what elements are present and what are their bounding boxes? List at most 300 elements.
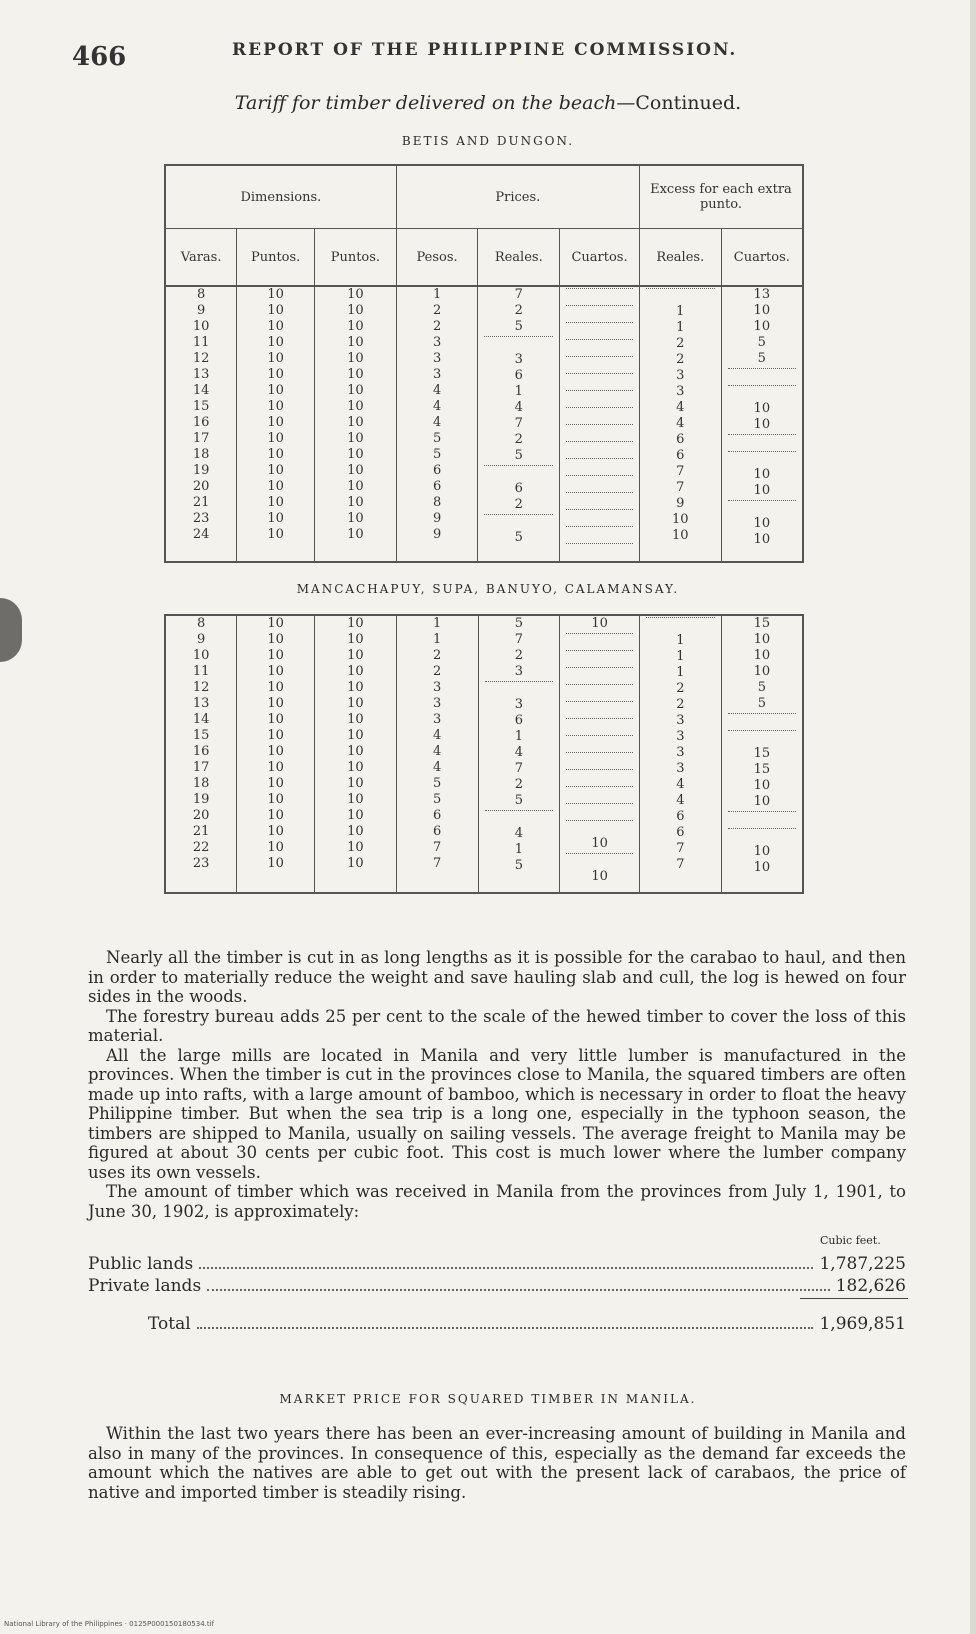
table-cell: 10 xyxy=(267,511,284,526)
table-cell: 2 xyxy=(514,303,523,318)
table-cell: 12 xyxy=(192,680,210,695)
table-cell: 7 xyxy=(433,840,442,855)
table-cell: 1 xyxy=(433,632,442,647)
table-cell: 7 xyxy=(514,632,523,647)
table-cell: 19 xyxy=(192,792,210,807)
table-cell: 10 xyxy=(267,744,284,759)
ledger-value: 1,787,225 xyxy=(819,1254,906,1274)
caption-italic: Tariff for timber delivered on the beach xyxy=(234,92,617,114)
table-cell: 5 xyxy=(514,858,523,873)
table-cell: 8 xyxy=(197,616,206,631)
table-cell: 10 xyxy=(753,483,771,498)
table-cell xyxy=(484,514,553,530)
running-head: REPORT OF THE PHILIPPINE COMMISSION. xyxy=(232,40,738,60)
table-cell: 10 xyxy=(347,527,364,542)
table-cell: 10 xyxy=(347,319,364,334)
table-cell: 10 xyxy=(753,632,771,647)
table-cell xyxy=(566,735,633,751)
table-cell xyxy=(566,650,633,666)
header-prices: Prices. xyxy=(396,165,639,229)
table-cell: 18 xyxy=(192,776,210,791)
table-cell xyxy=(646,617,715,633)
table-cell: 5 xyxy=(433,792,442,807)
table-cell: 10 xyxy=(753,778,771,793)
table-cell: 4 xyxy=(514,826,523,841)
table-cell: 1 xyxy=(676,304,685,319)
table-cell: 10 xyxy=(267,648,284,663)
table-cell: 10 xyxy=(347,463,364,478)
table-cell: 23 xyxy=(192,856,210,871)
table-cell: 10 xyxy=(267,367,284,382)
tariff-table-mancachapuy xyxy=(164,614,804,894)
ledger-label: Public lands xyxy=(88,1254,194,1274)
table-cell: 10 xyxy=(753,648,771,663)
table-cell xyxy=(566,667,633,683)
table-cell: 10 xyxy=(192,319,210,334)
table-cell xyxy=(646,288,715,304)
table-cell: 10 xyxy=(267,351,284,366)
table-cell xyxy=(566,356,633,372)
table-cell: 10 xyxy=(267,495,284,510)
column-puntos xyxy=(237,286,315,562)
table-cell: 6 xyxy=(676,432,685,447)
column-reales xyxy=(478,615,560,893)
table-cell: 1 xyxy=(514,729,523,744)
table-cell: 2 xyxy=(433,664,442,679)
table-cell: 10 xyxy=(347,744,364,759)
column-cuartos xyxy=(560,286,640,562)
ledger-row-private xyxy=(88,1276,906,1298)
table-cell: 10 xyxy=(267,696,284,711)
table-cell xyxy=(566,407,633,423)
table-cell xyxy=(566,853,633,869)
table-cell: 15 xyxy=(753,616,771,631)
table-cell: 10 xyxy=(267,431,284,446)
table-cell: 4 xyxy=(432,399,442,414)
table-cell: 12 xyxy=(192,351,210,366)
column-varas xyxy=(165,615,237,893)
table-cell: 22 xyxy=(192,840,210,855)
table-cell: 4 xyxy=(676,777,685,792)
ledger-row-total xyxy=(148,1314,906,1336)
table-cell: 20 xyxy=(192,479,210,494)
table-cell: 10 xyxy=(672,512,689,527)
table-cell: 15 xyxy=(192,399,210,414)
table-cell xyxy=(566,684,633,700)
table-cell xyxy=(485,681,554,697)
table-cell xyxy=(566,752,633,768)
table-cell: 10 xyxy=(347,632,364,647)
table-cell: 7 xyxy=(676,464,685,479)
table-cell: 10 xyxy=(347,840,364,855)
table-cell: 10 xyxy=(267,415,284,430)
table-cell: 3 xyxy=(432,367,442,382)
table-cell: 9 xyxy=(676,496,685,511)
table-cell: 2 xyxy=(432,319,442,334)
table-cell: 2 xyxy=(514,777,523,792)
table-cell: 10 xyxy=(753,303,771,318)
column-excess-reales xyxy=(639,286,721,562)
table-cell xyxy=(566,288,633,304)
table-cell: 10 xyxy=(672,528,689,543)
table-cell: 10 xyxy=(267,808,284,823)
table-cell: 2 xyxy=(514,497,523,512)
table-cell: 3 xyxy=(676,368,685,383)
table-cell: 3 xyxy=(676,761,685,776)
table-cell: 6 xyxy=(676,448,685,463)
table-cell: 1 xyxy=(514,842,523,857)
table-cell: 1 xyxy=(676,649,685,664)
ledger-row-public xyxy=(88,1254,906,1276)
table-cell: 3 xyxy=(433,680,442,695)
table-cell: 4 xyxy=(432,415,442,430)
table-cell: 10 xyxy=(591,836,608,851)
table-cell: 7 xyxy=(676,480,685,495)
table-cell: 5 xyxy=(757,351,766,366)
table-cell: 10 xyxy=(753,532,771,547)
table-cell: 7 xyxy=(433,856,442,871)
table-cell xyxy=(566,322,633,338)
header-varas: Varas. xyxy=(165,229,237,287)
table-cell: 16 xyxy=(192,415,210,430)
table-cell xyxy=(566,803,633,819)
header-puntos: Puntos. xyxy=(315,229,397,287)
table-cell: 15 xyxy=(192,728,210,743)
table-cell xyxy=(728,451,796,467)
table-cell: 5 xyxy=(432,431,442,446)
table-cell: 1 xyxy=(433,616,442,631)
table-cell: 5 xyxy=(757,680,766,695)
table-cell: 10 xyxy=(347,664,364,679)
table-cell: 10 xyxy=(267,856,284,871)
table-cell: 10 xyxy=(347,399,364,414)
table-cell: 10 xyxy=(753,401,771,416)
table-cell: 16 xyxy=(192,744,210,759)
table-cell: 21 xyxy=(192,495,210,510)
table-cell: 10 xyxy=(753,844,771,859)
table-cell: 17 xyxy=(192,760,210,775)
table-cell: 5 xyxy=(757,696,766,711)
header-puntos: Puntos. xyxy=(237,229,315,287)
timber-ledger xyxy=(88,1254,906,1298)
table-cell: 10 xyxy=(267,712,284,727)
table-cell: 4 xyxy=(514,745,523,760)
table-cell: 10 xyxy=(347,415,364,430)
table-cell xyxy=(728,368,796,384)
table-cell: 5 xyxy=(432,447,442,462)
table-cell: 2 xyxy=(676,681,685,696)
table-cell: 10 xyxy=(753,467,771,482)
table-cell: 17 xyxy=(192,431,210,446)
ledger-label: Total xyxy=(148,1314,191,1334)
table-cell: 9 xyxy=(197,632,206,647)
table-cell: 10 xyxy=(753,860,771,875)
body-text xyxy=(88,948,906,1221)
table-cell: 10 xyxy=(347,335,364,350)
table-cell: 5 xyxy=(514,448,523,463)
table-cell: 10 xyxy=(267,840,284,855)
table-cell xyxy=(728,713,796,729)
table-cell: 21 xyxy=(192,824,210,839)
table-cell xyxy=(566,786,633,802)
table-cell: 10 xyxy=(347,808,364,823)
table-cell: 19 xyxy=(192,463,210,478)
ledger-value: 1,969,851 xyxy=(819,1314,906,1334)
table-cell: 10 xyxy=(267,287,284,302)
leader-dots xyxy=(207,1289,830,1291)
table-cell xyxy=(485,810,554,826)
column-pesos xyxy=(396,286,478,562)
table-cell: 10 xyxy=(267,383,284,398)
table-cell: 10 xyxy=(267,303,284,318)
page-edge xyxy=(970,0,976,1634)
table-cell: 10 xyxy=(347,680,364,695)
table-caption xyxy=(0,92,976,114)
table-cell xyxy=(566,492,633,508)
leader-dots xyxy=(197,1327,814,1329)
table-cell: 1 xyxy=(514,384,523,399)
table-cell: 10 xyxy=(347,287,364,302)
table-cell: 6 xyxy=(676,809,685,824)
caption-rest: —Continued. xyxy=(616,92,742,114)
header-reales: Reales. xyxy=(478,229,560,287)
table-cell: 10 xyxy=(267,319,284,334)
paragraph: Within the last two years there has been an ever-increasing amount of building in Manila and also in many of the provinces. In consequence of this, especially as the demand far exceeds the amount which the natives are able to get out with the present lack of carabaos, the price of native and imported timber is steadily rising. xyxy=(88,1424,906,1502)
ledger-label: Private lands xyxy=(88,1276,202,1296)
table-cell xyxy=(566,458,633,474)
table-cell xyxy=(728,500,796,516)
table-cell xyxy=(566,424,633,440)
column-puntos xyxy=(315,286,397,562)
table-cell: 6 xyxy=(514,713,523,728)
table-cell xyxy=(566,820,633,836)
table-cell: 9 xyxy=(432,527,442,542)
table-cell: 10 xyxy=(347,447,364,462)
paragraph: The amount of timber which was received in Manila from the provinces from July 1, 1901, to June 30, 1902, is approximately: xyxy=(88,1182,906,1221)
table-cell: 6 xyxy=(432,479,442,494)
table-cell: 3 xyxy=(676,384,685,399)
table-cell: 5 xyxy=(514,616,523,631)
table-cell: 10 xyxy=(347,479,364,494)
table-cell: 14 xyxy=(192,712,210,727)
table-cell xyxy=(566,543,633,559)
table-cell: 5 xyxy=(514,793,523,808)
table-cell: 2 xyxy=(676,336,685,351)
table-cell: 10 xyxy=(347,431,364,446)
table-cell: 11 xyxy=(192,335,210,350)
table-cell: 10 xyxy=(753,319,771,334)
table-cell xyxy=(566,633,633,649)
table-cell: 15 xyxy=(753,762,771,777)
column-puntos xyxy=(315,615,397,893)
table-cell: 10 xyxy=(347,303,364,318)
table-cell: 4 xyxy=(433,728,442,743)
table-cell: 10 xyxy=(267,399,284,414)
table-cell: 5 xyxy=(433,776,442,791)
table-cell: 10 xyxy=(753,417,771,432)
column-excess-reales xyxy=(639,615,721,893)
table-cell: 2 xyxy=(514,648,523,663)
column-cuartos xyxy=(560,615,640,893)
paragraph: The forestry bureau adds 25 per cent to the scale of the hewed timber to cover the loss of this material. xyxy=(88,1006,906,1045)
table-cell: 13 xyxy=(753,287,771,302)
table-cell: 2 xyxy=(432,303,442,318)
table-cell: 6 xyxy=(432,463,442,478)
table-cell: 1 xyxy=(676,665,685,680)
table-cell: 10 xyxy=(347,760,364,775)
table-cell: 10 xyxy=(267,616,284,631)
header-pesos: Pesos. xyxy=(396,229,478,287)
table-cell: 9 xyxy=(196,303,206,318)
table-cell: 10 xyxy=(753,794,771,809)
table-cell: 3 xyxy=(433,696,442,711)
column-excess-cuartos xyxy=(721,615,803,893)
header-cuartos: Cuartos. xyxy=(560,229,640,287)
table-cell: 10 xyxy=(347,616,364,631)
table-cell: 10 xyxy=(347,648,364,663)
header-excess-cuartos: Cuartos. xyxy=(721,229,803,287)
table-cell xyxy=(728,730,796,746)
column-reales xyxy=(478,286,560,562)
table-cell: 9 xyxy=(432,511,442,526)
table-cell: 3 xyxy=(432,351,442,366)
table-cell: 14 xyxy=(192,383,210,398)
table-cell: 10 xyxy=(192,648,210,663)
table-cell xyxy=(728,434,796,450)
table-cell xyxy=(566,305,633,321)
table-cell: 4 xyxy=(676,416,685,431)
table-cell: 6 xyxy=(514,481,523,496)
table-cell: 6 xyxy=(676,825,685,840)
table-cell xyxy=(566,441,633,457)
table-cell: 1 xyxy=(676,320,685,335)
table-cell: 3 xyxy=(514,697,523,712)
table-cell: 3 xyxy=(514,664,523,679)
table-cell: 10 xyxy=(267,463,284,478)
table-cell: 2 xyxy=(676,352,685,367)
table-cell xyxy=(728,828,796,844)
table-cell xyxy=(566,390,633,406)
table-cell: 10 xyxy=(267,680,284,695)
table-cell: 10 xyxy=(347,856,364,871)
table-cell xyxy=(566,526,633,542)
table-cell: 10 xyxy=(267,447,284,462)
sum-rule xyxy=(800,1298,908,1299)
table-cell: 10 xyxy=(347,367,364,382)
table-cell: 2 xyxy=(676,697,685,712)
column-excess-cuartos xyxy=(721,286,803,562)
tariff-table-betis xyxy=(164,164,804,563)
table-cell: 3 xyxy=(433,712,442,727)
table-cell: 4 xyxy=(432,383,442,398)
table-cell: 5 xyxy=(514,319,523,334)
leader-dots xyxy=(199,1267,813,1269)
section-title-betis: BETIS AND DUNGON. xyxy=(401,134,575,148)
table-cell: 10 xyxy=(267,335,284,350)
table-cell xyxy=(566,701,633,717)
table-cell: 7 xyxy=(676,857,685,872)
table-cell: 3 xyxy=(676,713,685,728)
table-cell xyxy=(566,769,633,785)
table-cell: 8 xyxy=(196,287,206,302)
table-cell: 7 xyxy=(514,416,523,431)
table-cell: 10 xyxy=(347,728,364,743)
table-cell: 10 xyxy=(267,479,284,494)
page-number: 466 xyxy=(72,42,127,72)
table-cell: 10 xyxy=(347,511,364,526)
header-dimensions: Dimensions. xyxy=(165,165,396,229)
table-cell: 3 xyxy=(514,352,523,367)
table-cell: 10 xyxy=(753,516,771,531)
table-cell: 13 xyxy=(192,367,210,382)
table-cell: 10 xyxy=(267,792,284,807)
table-cell: 10 xyxy=(267,664,284,679)
table-cell: 4 xyxy=(514,400,523,415)
header-excess: Excess for each extra punto. xyxy=(639,165,803,229)
table-cell xyxy=(728,811,796,827)
table-cell: 10 xyxy=(591,869,608,884)
table-cell: 10 xyxy=(347,776,364,791)
table-cell: 10 xyxy=(753,664,771,679)
table-cell: 10 xyxy=(347,792,364,807)
table-cell xyxy=(566,373,633,389)
table-cell: 1 xyxy=(432,287,442,302)
table-cell: 6 xyxy=(433,824,442,839)
section-title-market-price: MARKET PRICE FOR SQUARED TIMBER IN MANILA. xyxy=(279,1392,697,1406)
paragraph: All the large mills are located in Manila and very little lumber is manufactured in the provinces. When the timber is cut in the provinces close to Manila, the squared timbers are often made up into rafts, with a large amount of bamboo, which is necessary in order to float the heavy Philippine timber. But when the sea trip is a long one, especially in the typhoon season, the timbers are shipped to Manila, usually on sailing vessels. The average freight to Manila may be figured at about 30 cents per cubic foot. This cost is much lower where the lumber company uses its own vessels. xyxy=(88,1045,906,1182)
table-cell: 8 xyxy=(432,495,442,510)
table-cell xyxy=(566,339,633,355)
header-excess-reales: Reales. xyxy=(639,229,721,287)
table-cell: 10 xyxy=(267,527,284,542)
table-cell: 10 xyxy=(347,712,364,727)
table-cell: 15 xyxy=(753,746,771,761)
paragraph: Nearly all the timber is cut in as long lengths as it is possible for the carabao to haul, and then in order to materially reduce the weight and save hauling slab and cull, the log is hewed on four sides in the woods. xyxy=(88,948,906,1006)
table-cell: 3 xyxy=(676,729,685,744)
table-cell: 5 xyxy=(514,530,523,545)
body-text-closing xyxy=(88,1424,906,1502)
table-cell xyxy=(566,718,633,734)
ledger-value: 182,626 xyxy=(835,1276,906,1296)
table-cell: 2 xyxy=(514,432,523,447)
table-cell: 10 xyxy=(347,383,364,398)
table-cell: 5 xyxy=(757,335,766,350)
table-cell xyxy=(566,475,633,491)
table-cell: 4 xyxy=(433,760,442,775)
table-cell: 10 xyxy=(267,824,284,839)
table-cell: 10 xyxy=(347,351,364,366)
table-cell: 13 xyxy=(192,696,210,711)
table-cell: 3 xyxy=(432,335,442,350)
table-cell: 10 xyxy=(347,696,364,711)
table-cell xyxy=(484,336,553,352)
scanner-thumb xyxy=(0,598,22,662)
timber-ledger-total xyxy=(148,1314,906,1336)
unit-label: Cubic feet. xyxy=(820,1234,881,1247)
table-cell: 7 xyxy=(514,761,523,776)
table-cell: 4 xyxy=(676,400,685,415)
column-varas xyxy=(165,286,237,562)
table-cell: 10 xyxy=(267,728,284,743)
table-cell: 6 xyxy=(433,808,442,823)
table-cell: 4 xyxy=(433,744,442,759)
table-cell: 23 xyxy=(192,511,210,526)
table-cell: 24 xyxy=(192,527,210,542)
table-cell: 6 xyxy=(514,368,523,383)
table-cell: 10 xyxy=(347,495,364,510)
table-cell: 4 xyxy=(676,793,685,808)
table-cell: 10 xyxy=(591,616,608,631)
